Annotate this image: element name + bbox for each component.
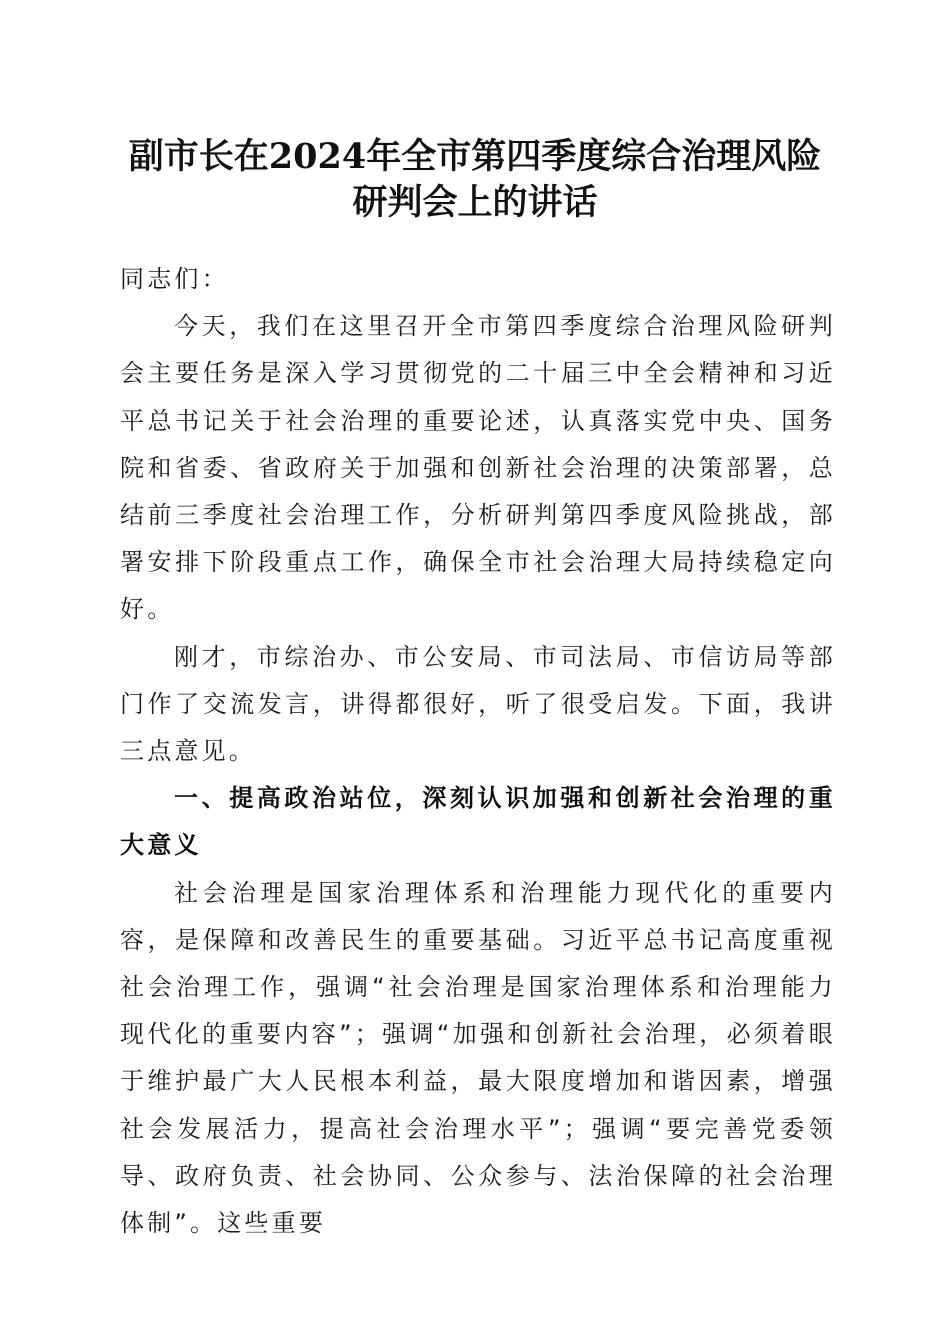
salutation: 同志们：: [120, 265, 229, 293]
document-title: [100, 134, 850, 226]
paragraph-section-one: 社会治理是国家治理体系和治理能力现代化的重要内容，是保障和改善民生的重要基础。习近平总书记高度重视社会治理工作，强调“社会治理是国家治理体系和治理能力现代化的重要内容”；强调“加强和创新社会治理，必须着眼于维护最广大人民根本利益，最大限度增加和谐因素，增强社会发展活力，提高社会治理水平”；强调“要完善党委领导、政府负责、社会协同、公众参与、法治保障的社会治理体制”。这些重要: [120, 878, 836, 1238]
paragraph-transition: 刚才，市综治办、市公安局、市司法局、市信访局等部门作了交流发言，讲得都很好，听了很受启发。下面，我讲三点意见。: [120, 642, 836, 766]
paragraph-opening: 今天，我们在这里召开全市第四季度综合治理风险研判会主要任务是深入学习贯彻党的二十届三中全会精神和习近平总书记关于社会治理的重要论述，认真落实党中央、国务院和省委、省政府关于加强和创新社会治理的决策部署，总结前三季度社会治理工作，分析研判第四季度风险挑战，部署安排下阶段重点工作，确保全市社会治理大局持续稳定向好。: [120, 312, 836, 624]
document-body: [120, 256, 836, 1247]
title-line-2: 研判会上的讲话: [352, 182, 598, 223]
title-line-1: 副市长在2024年全市第四季度综合治理风险: [128, 136, 822, 177]
section-heading: 一、提高政治站位，深刻认识加强和创新社会治理的重大意义: [120, 784, 836, 860]
